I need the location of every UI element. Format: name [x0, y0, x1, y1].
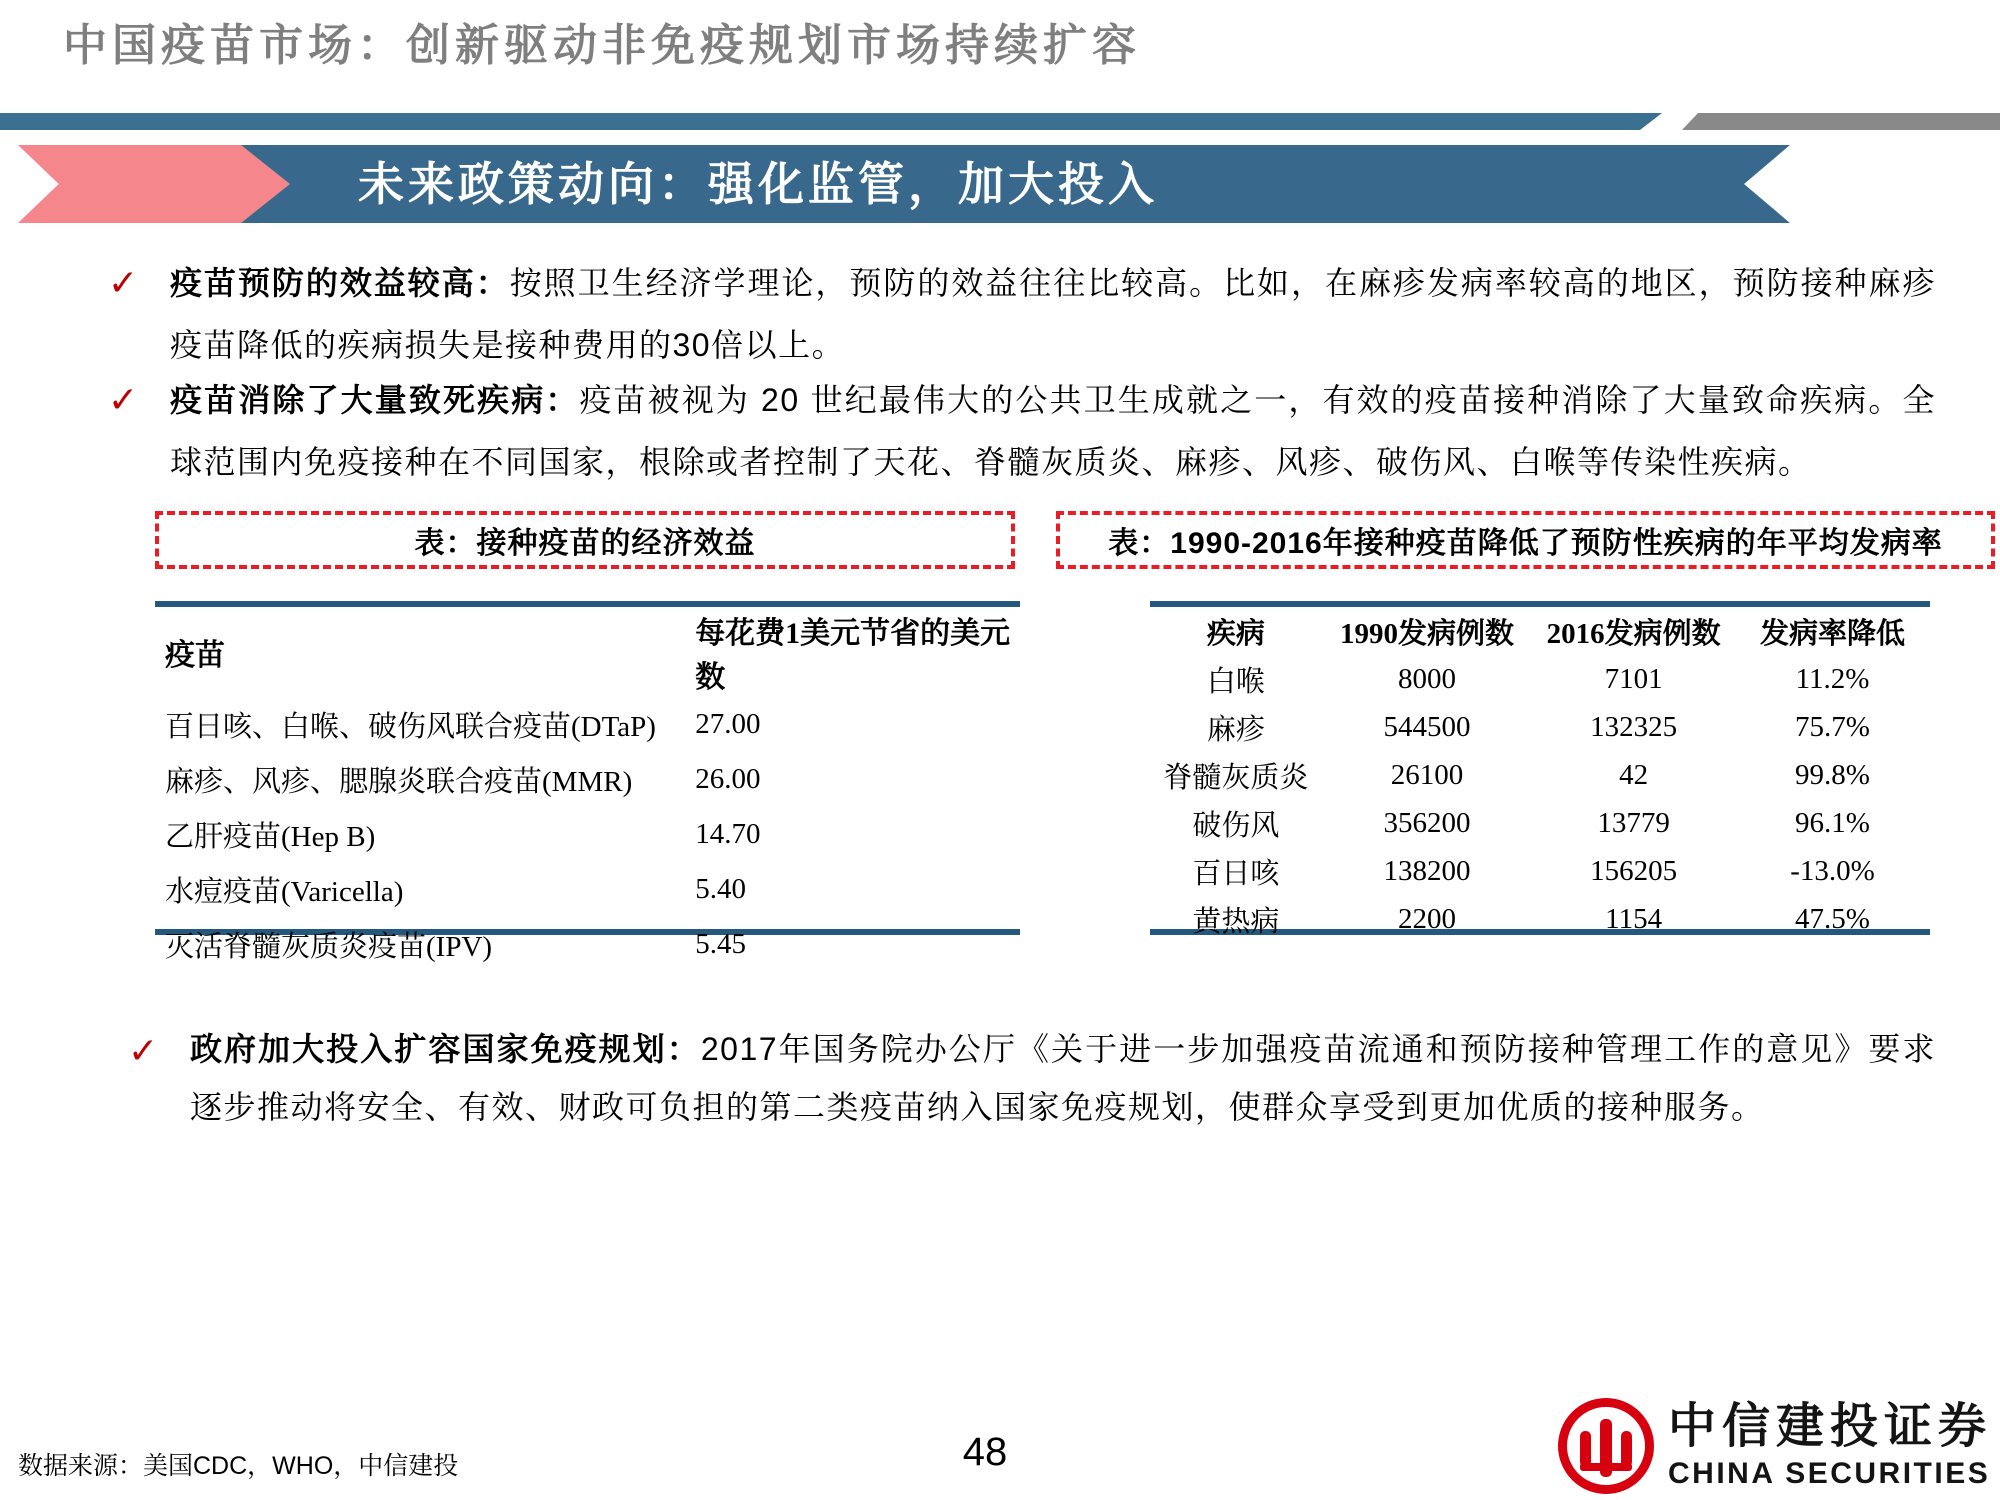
bullet-text	[190, 1020, 1936, 1136]
table-row	[1150, 895, 1930, 943]
table-cell: 乙肝疫苗(Hep B)	[165, 821, 376, 853]
checkmark-icon: ✓	[108, 262, 139, 303]
table-cell: 75.7%	[1795, 710, 1870, 743]
table-cell: 麻疹	[1206, 713, 1265, 746]
table-row	[1150, 751, 1930, 799]
table-cell: 麻疹、风疹、腮腺炎联合疫苗(MMR)	[165, 766, 633, 798]
logo-text	[1667, 1400, 1992, 1490]
page-number: 48	[962, 1430, 1008, 1474]
header-divider-blue	[0, 113, 1662, 130]
checkmark-icon: ✓	[128, 1030, 159, 1071]
checkmark-icon: ✓	[108, 379, 139, 420]
bullet-lead: 疫苗预防的效益较高：	[170, 265, 510, 301]
table-cell: 96.1%	[1795, 806, 1870, 839]
header-divider-gray	[1682, 113, 2000, 130]
table-cell: 47.5%	[1795, 902, 1870, 935]
left-table-title: 表：接种疫苗的经济效益	[414, 527, 756, 560]
bullet-item	[128, 1020, 1936, 1136]
left-table-title-box	[155, 511, 1015, 569]
table-row	[155, 752, 1020, 807]
right-table-title-box	[1056, 511, 1995, 569]
table-row	[155, 697, 1020, 752]
bullet-rest: 2017年国务院办公厅《关于进一步加强疫苗流通和预防接种管理工作的意见》要求逐步推动将安全、有效、财政可负担的第二类疫苗纳入国家免疫规划，使群众享受到更加优质的接种服务。	[190, 1031, 1936, 1125]
china-securities-logo	[1558, 1398, 1992, 1494]
table-row	[1150, 655, 1930, 703]
column-header: 每花费1美元节省的美元数	[695, 617, 1011, 694]
banner-arrow-icon	[18, 145, 290, 223]
table-cell: 破伤风	[1192, 809, 1280, 842]
column-header: 疫苗	[165, 639, 225, 672]
bullet-rest: 疫苗被视为 20 世纪最伟大的公共卫生成就之一，有效的疫苗接种消除了大量致命疾病。全球范围内免疫接种在不同国家，根除或者控制了天花、脊髓灰质炎、麻疹、风疹、破伤风、白喉等传染性疾病。	[170, 382, 1936, 480]
table-cell: 13779	[1597, 806, 1670, 839]
column-header: 1990发病例数	[1340, 617, 1515, 650]
table-cell: 5.40	[695, 873, 746, 905]
table-cell: 138200	[1383, 854, 1471, 887]
table-cell: 14.70	[695, 818, 761, 850]
table-cell: 356200	[1383, 806, 1471, 839]
table-cell: 5.45	[695, 928, 746, 960]
table-row	[1150, 847, 1930, 895]
table-cell: 26.00	[695, 763, 761, 795]
bullet-text	[170, 252, 1936, 376]
table-cell: 1154	[1605, 902, 1663, 935]
table-cell: 132325	[1590, 710, 1678, 743]
table-cell: 2200	[1398, 902, 1457, 935]
table-cell: 99.8%	[1795, 758, 1870, 791]
logo-name-cn: 中信建投证券	[1667, 1400, 1992, 1453]
right-table-title: 表：1990-2016年接种疫苗降低了预防性疾病的年平均发病率	[1108, 527, 1943, 560]
table-cell: 百日咳、白喉、破伤风联合疫苗(DTaP)	[165, 711, 656, 743]
table-header-row	[155, 607, 1020, 697]
table-cell: 156205	[1590, 854, 1678, 887]
table-cell: 27.00	[695, 708, 761, 740]
banner-title: 未来政策动向：强化监管，加大投入	[358, 158, 1158, 210]
bullet-lead: 疫苗消除了大量致死疾病：	[170, 382, 580, 418]
table-row	[155, 862, 1020, 917]
table-cell: 百日咳	[1192, 857, 1280, 890]
table-cell: 灭活脊髓灰质炎疫苗(IPV)	[165, 931, 493, 963]
column-header: 疾病	[1206, 617, 1265, 650]
bullet-lead: 政府加大投入扩容国家免疫规划：	[190, 1031, 701, 1067]
column-header: 发病率降低	[1759, 617, 1905, 650]
bullet-rest: 按照卫生经济学理论，预防的效益往往比较高。比如，在麻疹发病率较高的地区，预防接种麻疹疫苗降低的疾病损失是接种费用的30倍以上。	[170, 265, 1936, 363]
table-header-row	[1150, 607, 1930, 655]
table-cell: 白喉	[1206, 665, 1265, 698]
citic-emblem-icon	[1558, 1398, 1654, 1494]
page-title: 中国疫苗市场：创新驱动非免疫规划市场持续扩容	[63, 21, 1141, 70]
table-cell: 脊髓灰质炎	[1163, 761, 1309, 794]
table-cell: 7101	[1604, 662, 1663, 695]
economic-benefit-table	[155, 601, 1020, 963]
table-row	[155, 917, 1020, 972]
table-cell: 26100	[1390, 758, 1464, 791]
table-row	[1150, 703, 1930, 751]
table-cell: 黄热病	[1192, 905, 1280, 938]
table-row	[155, 807, 1020, 862]
table-cell: -13.0%	[1790, 854, 1875, 887]
table-cell: 8000	[1398, 662, 1457, 695]
table-cell: 544500	[1383, 710, 1471, 743]
incidence-reduction-table	[1150, 601, 1930, 938]
bullet-item	[108, 252, 1936, 376]
table-cell: 11.2%	[1795, 662, 1870, 695]
logo-name-en: CHINA SECURITIES	[1667, 1457, 1991, 1490]
data-source-note: 数据来源：美国CDC，WHO，中信建投	[18, 1452, 459, 1480]
column-header: 2016发病例数	[1546, 617, 1721, 650]
table-cell: 水痘疫苗(Varicella)	[165, 876, 404, 908]
bullet-item	[108, 369, 1936, 493]
table-cell: 42	[1619, 758, 1649, 791]
bullet-text	[170, 369, 1936, 493]
table-row	[1150, 799, 1930, 847]
